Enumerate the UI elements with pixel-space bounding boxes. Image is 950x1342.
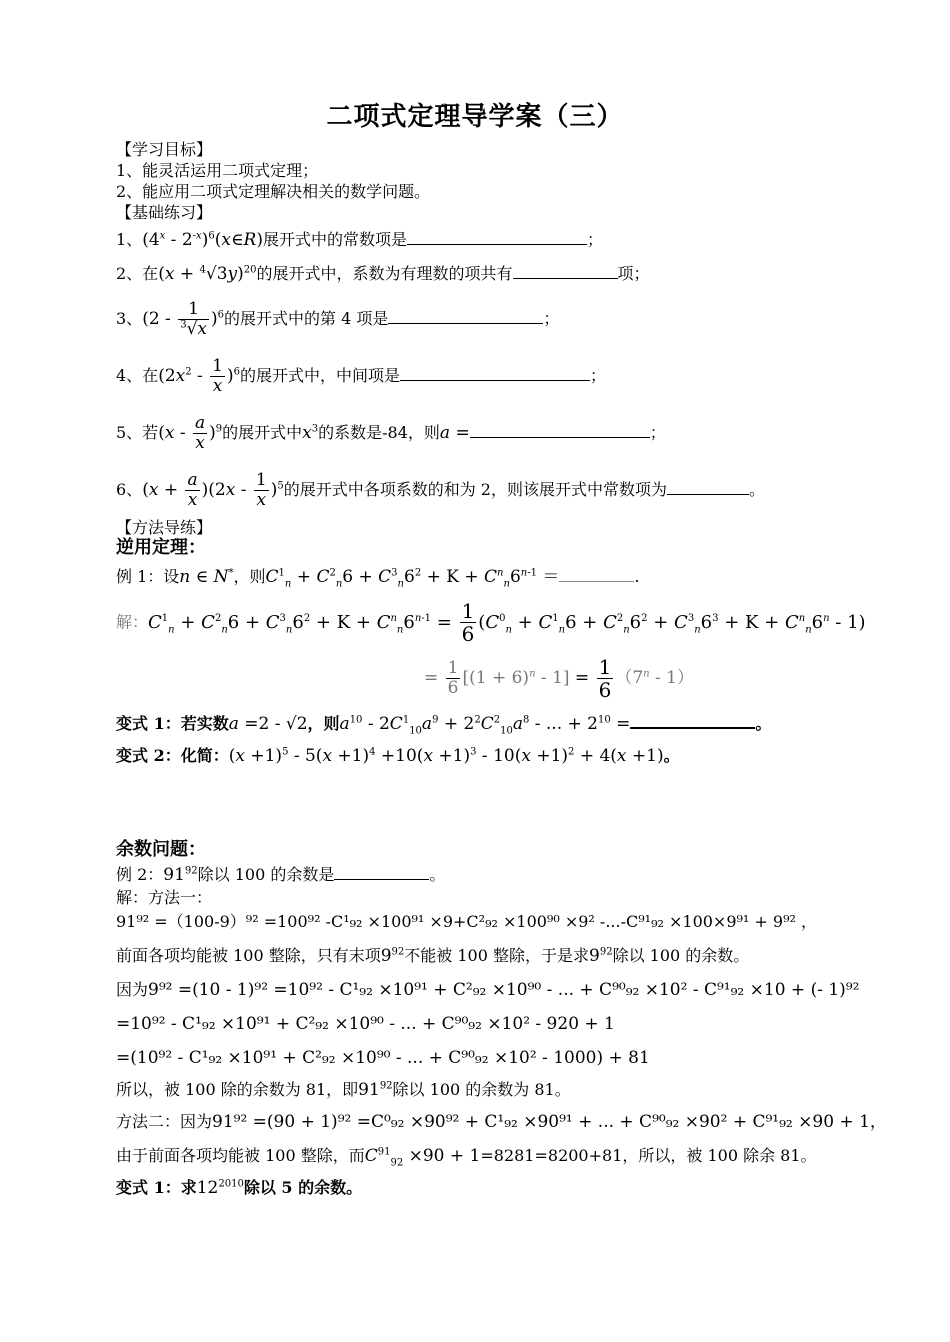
solution-method-1: 解：方法一： xyxy=(116,888,213,907)
method-heading: 【方法导练】 xyxy=(116,518,213,537)
goal-item-1: 1、能灵活运用二项式定理； xyxy=(116,161,319,180)
q6-answer-blank[interactable] xyxy=(667,479,749,495)
solution-line-a: 91⁹² =（100-9）⁹² =100⁹² -C¹₉₂ ×100⁹¹ ×9+C²₉₂ ×100⁹⁰ ×9² -...-C⁹¹₉₂ ×100×9⁹¹ + 9⁹² ， xyxy=(116,912,818,931)
goals-heading: 【学习目标】 xyxy=(116,140,213,159)
q4-formula: ($2x^2$ - $\frac{1}{x}$ )$^6$ xyxy=(158,356,241,396)
q2-formula: $(x + ^4√3y)^{20}$ xyxy=(158,264,257,284)
ex2-answer-blank[interactable] xyxy=(334,864,429,880)
solution-line-d: =10⁹² - C¹₉₂ ×10⁹¹ + C²₉₂ ×10⁹⁰ - ... + C⁹⁰₉₂ ×10² - 920 + 1 xyxy=(116,1014,615,1034)
variant-1-answer-blank[interactable] xyxy=(630,712,755,729)
solution-line-f: 所以，被 100 除的余数为 81，即$91^{92}$除以 100 的余数为 81。 xyxy=(116,1080,571,1100)
section-remainder: 余数问题： xyxy=(116,839,206,860)
remainder-variant-1: 变式 1：求$12^{2010}$除以 5 的余数。 xyxy=(116,1178,363,1198)
variant-2: 变式 2：化简：$(x +1)^5 - 5(x +1)^4 +10(x +1)^3 - 10(x +1)^2 + 4(x +1)$。 xyxy=(116,746,680,766)
solution-line-e: =(10⁹² - C¹₉₂ ×10⁹¹ + C²₉₂ ×10⁹⁰ - ... + C⁹⁰₉₂ ×10² - 1000) + 81 xyxy=(116,1048,650,1068)
example-1-solution-cont: = $\frac{1}{6}$ $[(1 + 6)^n - 1]$ = $\frac{1}{6}$ （7$^n$ - 1） xyxy=(424,655,694,702)
q5-formula: (x - $\frac{a}{x}$ )$^9$ xyxy=(158,413,223,453)
variant-1: 变式 1：若实数a =2 - √2，则$a^{10} - 2C^1_{10}a^9 + 2^2C^2_{10}a^8$ - ... + $2^{10}$ = 。 xyxy=(116,714,772,737)
question-2: 2、在$(x + ^4√3y)^{20}$的展开式中，系数为有理数的项共有 项； xyxy=(116,264,650,284)
solution-line-g: 方法二：因为91⁹² =(90 + 1)⁹² =C⁰₉₂ ×90⁹² + C¹₉₂ ×90⁹¹ + ... + C⁹⁰₉₂ ×90² + C⁹¹₉₂ ×90 + 1， xyxy=(116,1112,887,1132)
question-4: 4、在($2x^2$ - $\frac{1}{x}$ )$^6$的展开式中，中间项是 ； xyxy=(116,356,607,396)
q3-answer-blank[interactable] xyxy=(388,308,543,324)
solution-line-h: 由于前面各项均能被 100 整除，而$C^{91}_{92} \times 90 + 1=8281=8200+81$，所以，被 100 除余 81。 xyxy=(116,1146,817,1169)
question-5: 5、若(x - $\frac{a}{x}$ )$^9$的展开式中$x^3$的系数是-84，则a = ； xyxy=(116,413,666,453)
solution-line-c: 因为9⁹² =(10 - 1)⁹² =10⁹² - C¹₉₂ ×10⁹¹ + C²₉₂ ×10⁹⁰ - ... + C⁹⁰₉₂ ×10² - C⁹¹₉₂ ×10 + (- 1)⁹² xyxy=(116,980,860,1000)
q1-formula: $(4^x - 2^{-x})^6(x\in R)$ xyxy=(142,230,263,250)
page-title: 二项式定理导学案（三） xyxy=(326,102,624,132)
example-2: 例 2：$91^{92}$除以 100 的余数是 。 xyxy=(116,865,446,885)
q6-formula: (x + $\frac{a}{x}$ )(2x - $\frac{1}{x}$ )$^5$ xyxy=(142,470,284,510)
question-3: 3、(2 - $\frac{1}{^3√x}$ )$^6$的展开式中的第 4 项是 ； xyxy=(116,299,560,339)
basic-heading: 【基础练习】 xyxy=(116,203,213,222)
goal-item-2: 2、能应用二项式定理解决相关的数学问题。 xyxy=(116,182,431,201)
section-inverse-theorem: 逆用定理： xyxy=(116,537,206,558)
ex1-answer-blank[interactable] xyxy=(559,566,634,582)
q3-formula: (2 - $\frac{1}{^3√x}$ )$^6$ xyxy=(142,299,225,339)
example-1: 例 1：设n ∈ N*，则$C^1_n + C^2_n6 + C^3_n6^2 + K + C^n_n6^{n-1}$ ＝ . xyxy=(116,567,640,590)
question-1: 1、$(4^x - 2^{-x})^6(x\in R)$展开式中的常数项是 ； xyxy=(116,230,604,250)
q1-answer-blank[interactable] xyxy=(407,229,587,245)
q2-answer-blank[interactable] xyxy=(513,263,618,279)
q5-answer-blank[interactable] xyxy=(470,422,650,438)
q4-answer-blank[interactable] xyxy=(400,365,590,381)
example-1-solution: 解：$C^1_n + C^2_n6 + C^3_n6^2 + K + C^n_n6^{n-1}$ = $\frac{1}{6}$ $(C^0_n + C^1_n6 + C^2_n6^2 + C^3_n6^3 + K + C^n_n6^n - 1)$ xyxy=(116,599,866,646)
question-6: 6、(x + $\frac{a}{x}$ )(2x - $\frac{1}{x}$ )$^5$的展开式中各项系数的和为 2，则该展开式中常数项为 。 xyxy=(116,470,766,510)
solution-line-b: 前面各项均能被 100 整除，只有末项$9^{92}$不能被 100 整除，于是求$9^{92}$除以 100 的余数。 xyxy=(116,946,750,966)
